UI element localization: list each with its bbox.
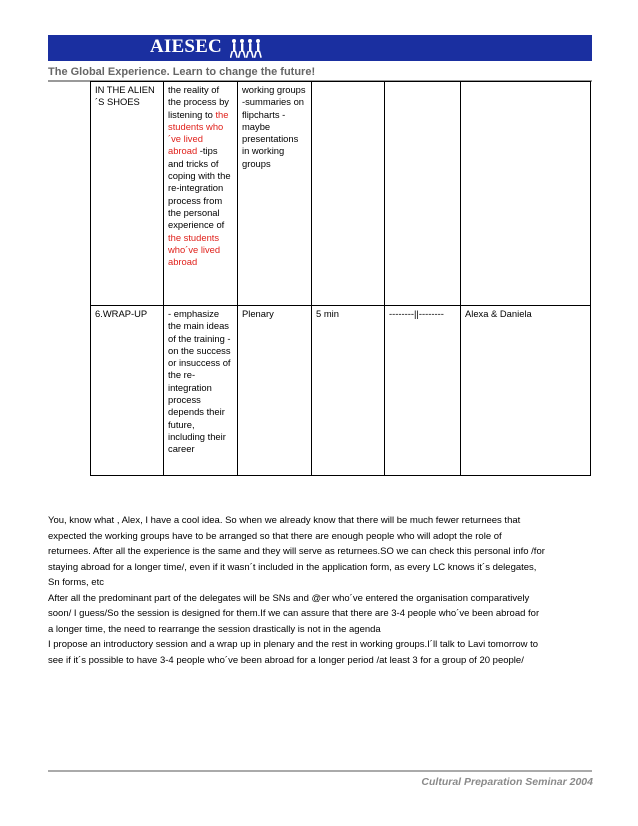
facilitators-cell: Alexa & Daniela [461, 306, 591, 476]
footer-divider [48, 770, 592, 772]
body-line: I propose an introductory session and a wrap up in plenary and the rest in working groups.I´ll talk to Lavi tomorrow to [48, 639, 539, 650]
body-line: returnees. After all the experience is the same and they will serve as returnees.SO we can check this personal info /for [48, 546, 545, 557]
footer-title: Cultural Preparation Seminar 2004 [421, 776, 593, 788]
session-name-cell: 6.WRAP-UP [91, 306, 164, 476]
materials-cell: --------||-------- [385, 306, 461, 476]
table-row [91, 82, 591, 306]
session-name-cell: IN THE ALIEN´S SHOES [91, 82, 164, 306]
body-line: a longer time, the need to rearrange the session drastically is not in the agenda [48, 623, 381, 635]
body-line: see if it´s possible to have 3-4 people who´ve been abroad for a longer period /at least 3 for a group of 20 people/ [48, 654, 524, 666]
facilitators-cell [461, 82, 591, 306]
logo-text: AIESEC [150, 36, 222, 57]
people-figures-icon [230, 37, 266, 59]
objectives-cell: the reality of the process by listening to the students who´ve lived abroad -tips and tricks of coping with the re-integration process from the personal experience of the students who´ve lived abroad [164, 82, 238, 306]
body-line: expected the working groups have to be arranged so that there are enough people who will adopt the role of [48, 530, 502, 542]
tagline: The Global Experience. Learn to change the future! [48, 66, 316, 78]
body-line: staying abroad for a longer time/, even if it wasn´t included in the application form, as every LC knows it´s delegates, [48, 561, 537, 573]
body-line: After all the predominant part of the delegates will be SNs and @er who´ve entered the organisation comparatively [48, 592, 530, 604]
objectives-cell: - emphasize the main ideas of the training -on the success or insuccess of the re-integration process depends their future, including their career [164, 306, 238, 476]
body-paragraph [48, 513, 596, 668]
body-line: You, know what , Alex, I have a cool idea. So when we already know that there will be much fewer returnees that [48, 515, 521, 526]
materials-cell [385, 82, 461, 306]
body-line: Sn forms, etc [48, 577, 104, 588]
body-line: soon/ I guess/So the session is designed for them.If we can assure that there are 3-4 people who´ve been abroad for [48, 608, 540, 619]
method-cell: Plenary [238, 306, 312, 476]
session-plan-table [90, 81, 591, 476]
table-row [91, 306, 591, 476]
header-banner [48, 35, 592, 61]
time-cell: 5 min [312, 306, 385, 476]
time-cell [312, 82, 385, 306]
method-cell: working groups -summaries on flipcharts -maybe presentations in working groups [238, 82, 312, 306]
